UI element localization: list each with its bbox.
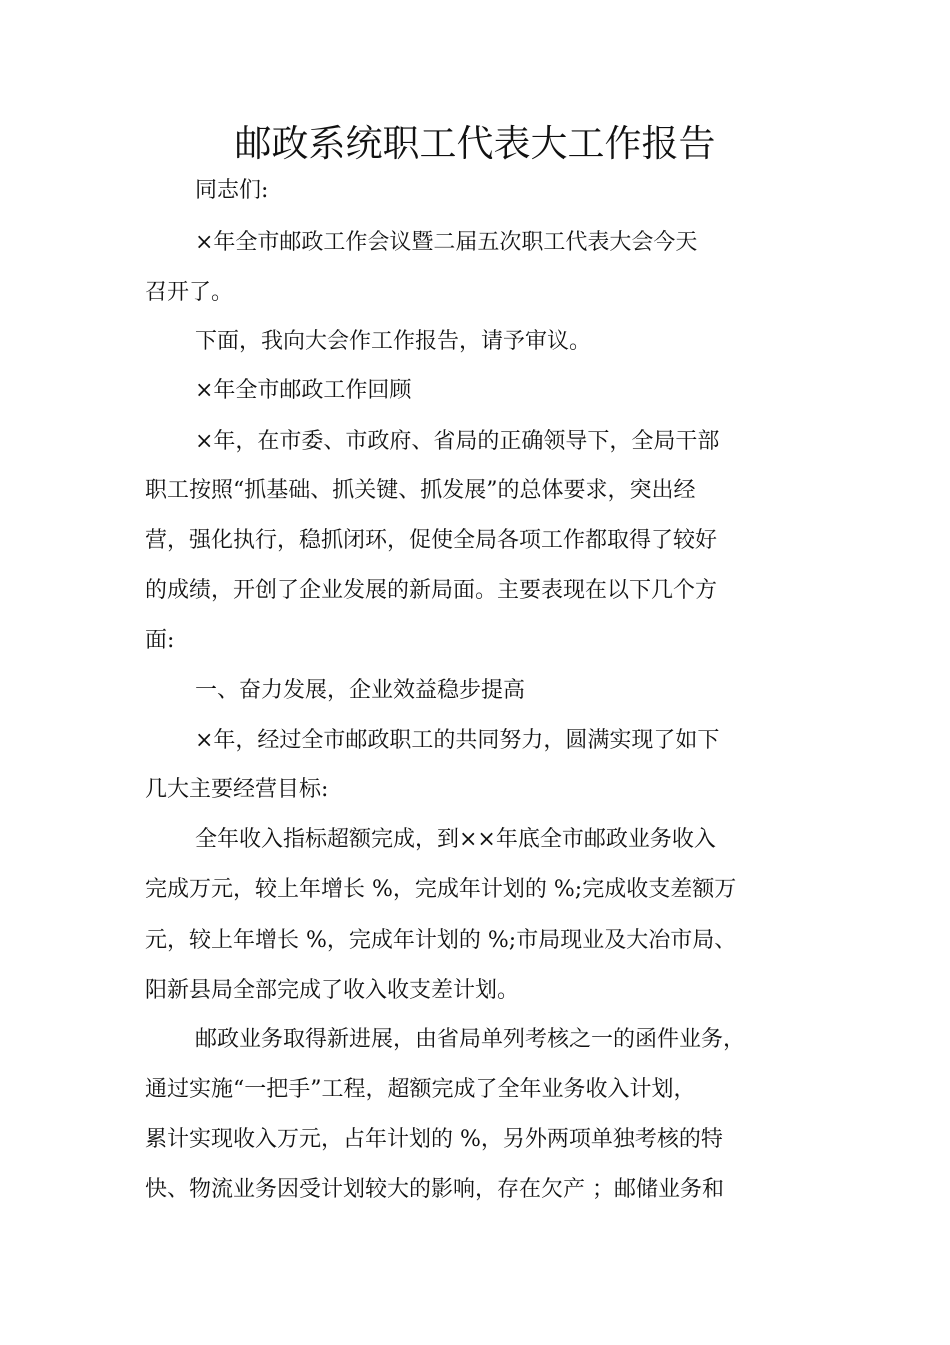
paragraph-line: 下面，我向大会作工作报告，请予审议。 xyxy=(195,329,592,354)
paragraph-line: 元，较上年增长 %，完成年计划的 %;市局现业及大冶市局、 xyxy=(145,928,737,953)
paragraph-line: 营，强化执行，稳抓闭环，促使全局各项工作都取得了较好 xyxy=(145,528,718,553)
paragraph-line: 累计实现收入万元，占年计划的 %，另外两项单独考核的特 xyxy=(145,1127,723,1152)
document-title: 邮政系统职工代表大工作报告 xyxy=(234,122,716,165)
paragraph-line: ×年，经过全市邮政职工的共同努力，圆满实现了如下 xyxy=(195,728,720,753)
paragraph-line: 面: xyxy=(145,628,175,653)
paragraph-line: ×年全市邮政工作会议暨二届五次职工代表大会今天 xyxy=(195,230,698,255)
paragraph-line: 几大主要经营目标: xyxy=(145,777,329,802)
paragraph-line: 阳新县局全部完成了收入收支差计划。 xyxy=(145,978,520,1003)
paragraph-line: 职工按照“抓基础、抓关键、抓发展”的总体要求，突出经 xyxy=(145,478,696,503)
paragraph-line: 快、物流业务因受计划较大的影响，存在欠产 ；邮储业务和 xyxy=(145,1177,724,1202)
paragraph-line: 一、奋力发展，企业效益稳步提高 xyxy=(195,678,526,703)
paragraph-line: 召开了。 xyxy=(145,280,234,305)
paragraph-line: ×年全市邮政工作回顾 xyxy=(195,378,412,403)
paragraph-line: 邮政业务取得新进展，由省局单列考核之一的函件业务， xyxy=(195,1027,746,1052)
paragraph-line: 完成万元，较上年增长 %，完成年计划的 %;完成收支差额万 xyxy=(145,877,737,902)
paragraph-line: 全年收入指标超额完成，到××年底全市邮政业务收入 xyxy=(195,827,716,852)
paragraph-line: 通过实施“一把手”工程，超额完成了全年业务收入计划， xyxy=(145,1077,696,1102)
paragraph-line: 同志们: xyxy=(195,178,269,203)
paragraph-line: ×年，在市委、市政府、省局的正确领导下，全局干部 xyxy=(195,429,720,454)
paragraph-line: 的成绩，开创了企业发展的新局面。主要表现在以下几个方 xyxy=(145,578,718,603)
